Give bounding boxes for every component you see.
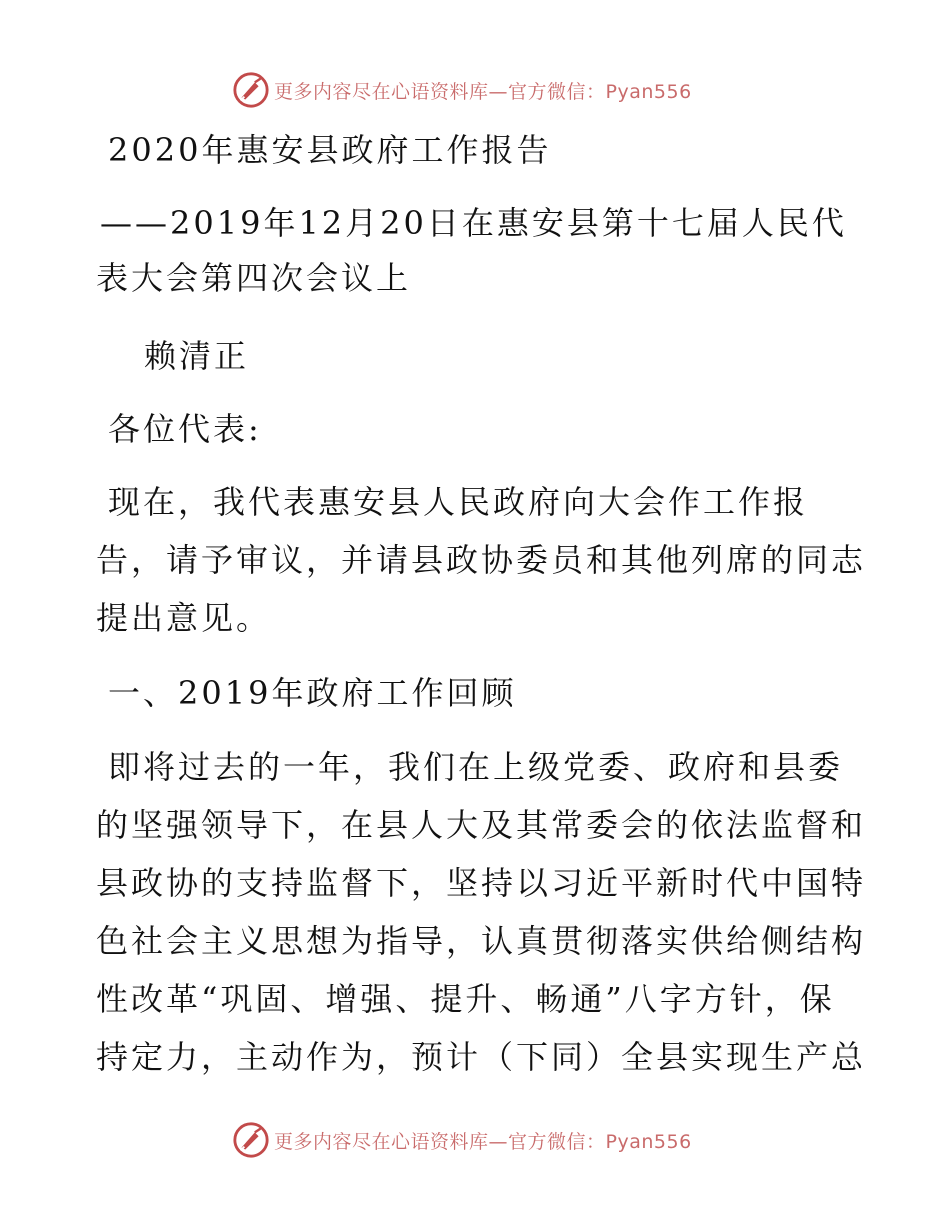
paragraph-1-line-1: 现在，我代表惠安县人民政府向大会作工作报 <box>108 483 809 521</box>
paragraph-2-line-6: 持定力，主动作为，预计（下同）全县实现生产总 <box>96 1038 867 1076</box>
paragraph-2-line-2: 的坚强领导下，在县人大及其常委会的依法监督和 <box>96 806 867 844</box>
author-name: 赖清正 <box>144 337 250 375</box>
paragraph-2-line-4: 色社会主义思想为指导，认真贯彻落实供给侧结构 <box>96 922 867 960</box>
section-1-heading: 一、2019年政府工作回顾 <box>108 674 517 712</box>
feather-pen-logo-icon <box>232 71 270 109</box>
document-subtitle-line-2: 表大会第四次会议上 <box>96 259 412 297</box>
paragraph-2-line-5: 性改革“巩固、增强、提升、畅通”八字方针，保 <box>96 980 835 1018</box>
document-subtitle-line-1: ——2019年12月20日在惠安县第十七届人民代 <box>100 204 847 242</box>
paragraph-1-line-3: 提出意见。 <box>96 599 272 637</box>
feather-pen-logo-icon <box>232 1121 270 1159</box>
document-title: 2020年惠安县政府工作报告 <box>108 131 552 169</box>
salutation: 各位代表: <box>108 410 262 448</box>
watermark-footer <box>232 1120 692 1160</box>
watermark-text: 更多内容尽在心语资料库—官方微信：Pyan556 <box>274 80 692 103</box>
paragraph-1-line-2: 告，请予审议，并请县政协委员和其他列席的同志 <box>96 541 867 579</box>
paragraph-2-line-1: 即将过去的一年，我们在上级党委、政府和县委 <box>108 748 844 786</box>
watermark-header <box>232 70 692 110</box>
watermark-text: 更多内容尽在心语资料库—官方微信：Pyan556 <box>274 1130 692 1153</box>
paragraph-2-line-3: 县政协的支持监督下，坚持以习近平新时代中国特 <box>96 864 867 902</box>
